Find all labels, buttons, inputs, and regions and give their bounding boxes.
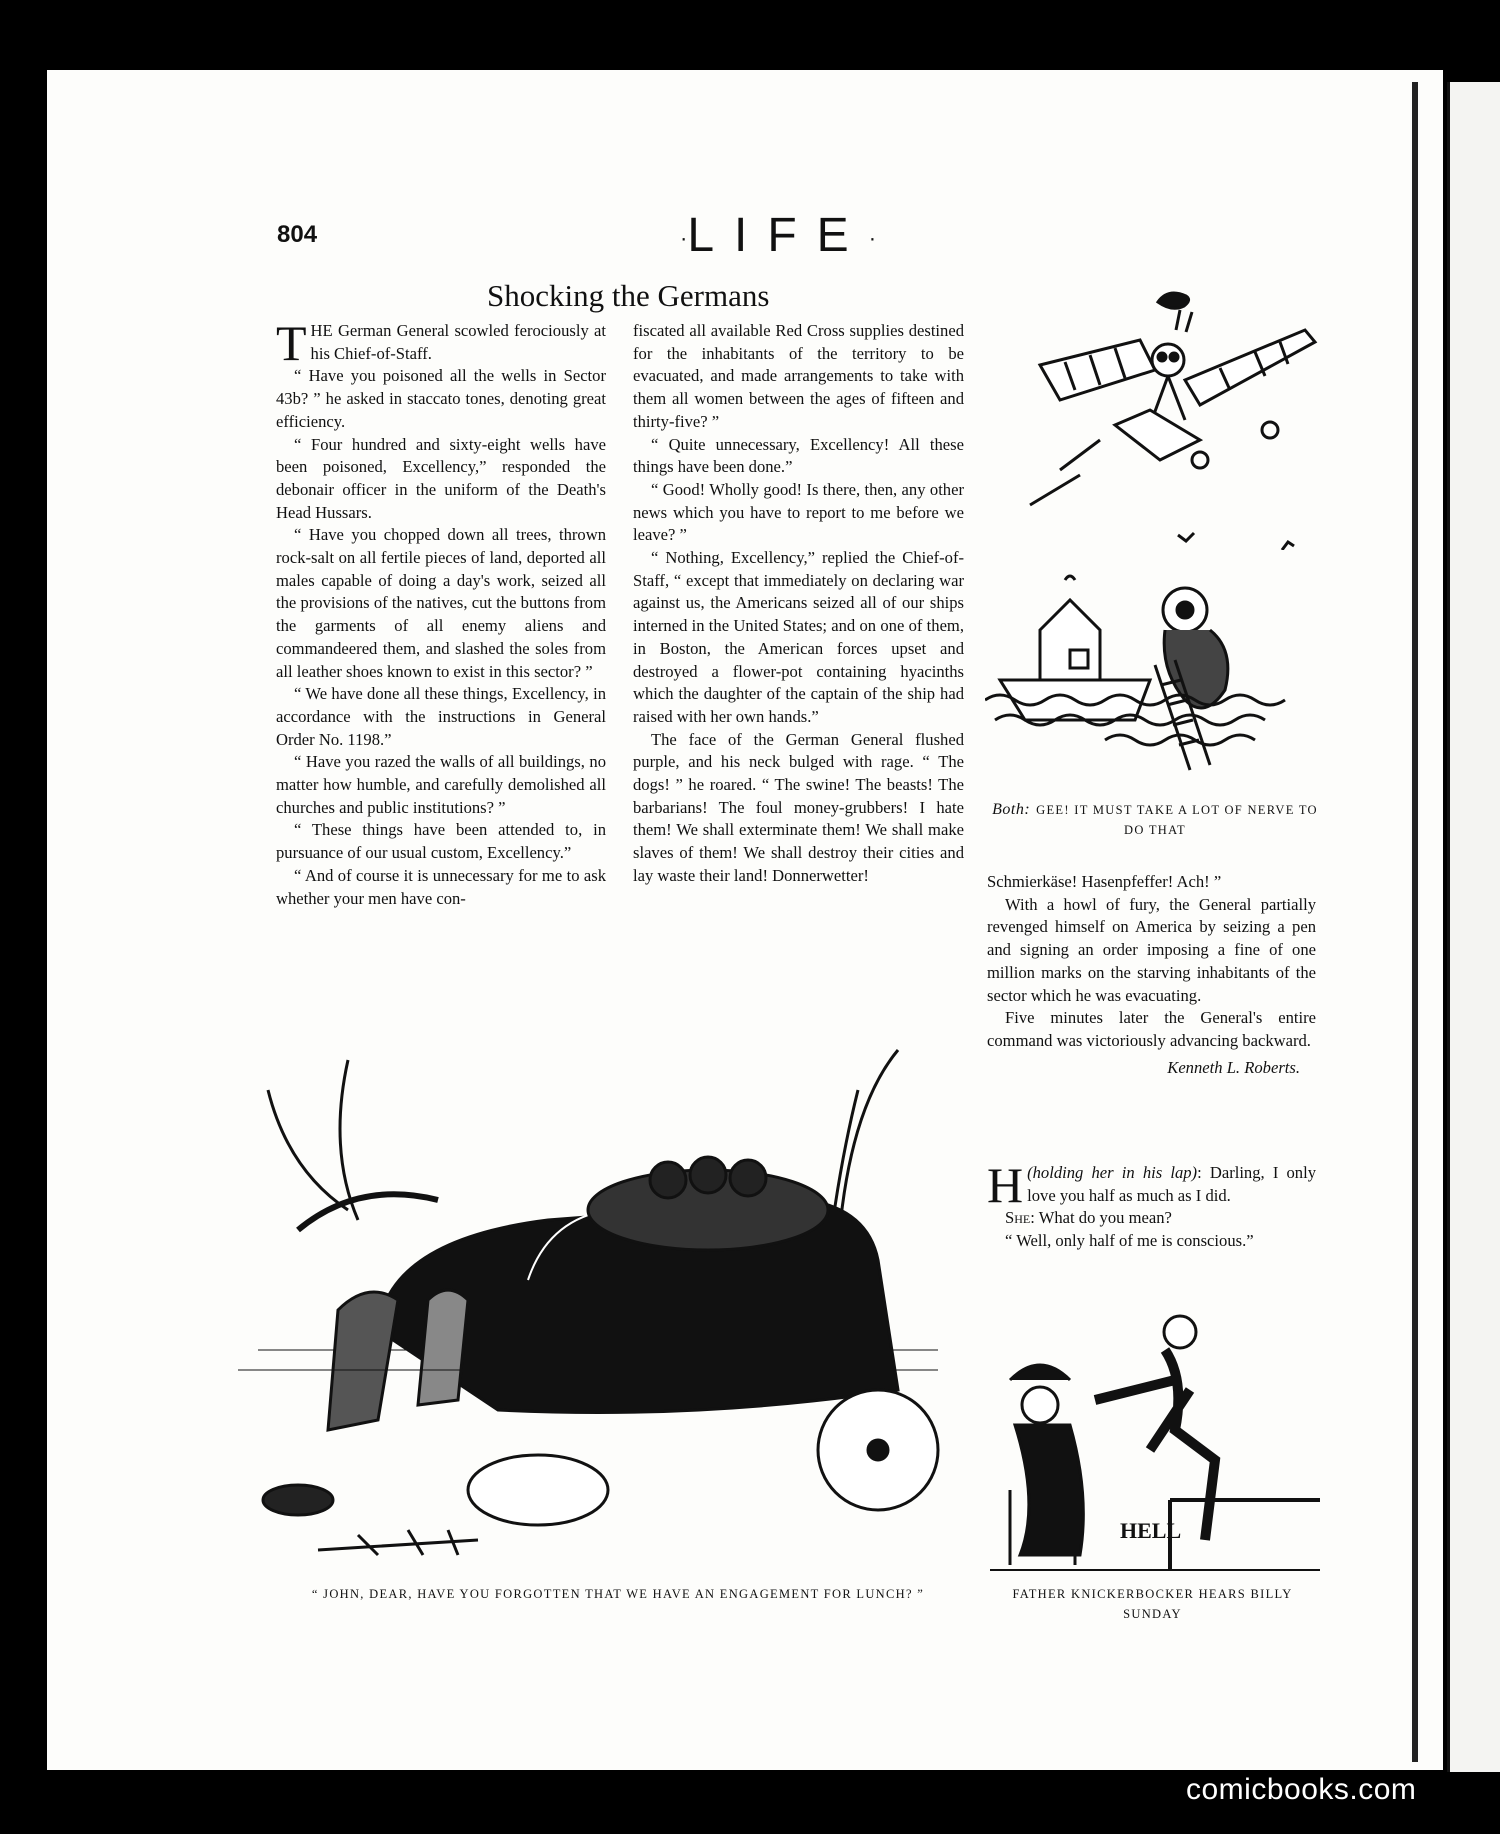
masthead-dot-right: ·: [868, 225, 877, 251]
masthead-dot-left: ·: [680, 225, 688, 251]
paragraph: “ Quite unnecessary, Excellency! All these things have been done.”: [633, 434, 964, 477]
paragraph: Five minutes later the General's entire command was victoriously advancing backward.: [987, 1008, 1316, 1050]
joke-line: H (holding her in his lap): Darling, I only love you half as much as I did.: [987, 1157, 1317, 1213]
paragraph: THE German General scowled ferociously at his Chief-of-Staff.: [276, 315, 606, 371]
caption-motorcar: “ JOHN, DEAR, HAVE YOU FORGOTTEN THAT WE HAVE AN ENGAGEMENT FOR LUNCH? ”: [311, 1587, 925, 1601]
article-title: Shocking the Germans: [487, 278, 770, 313]
paragraph: “ Have you razed the walls of all buildings, no matter how humble, and carefully demolished all churches and public institutions? ”: [276, 752, 606, 817]
joke-line: “ Well, only half of me is conscious.”: [1005, 1231, 1254, 1251]
paragraph: The face of the German General flushed purple, and his neck bulged with rage. “ The dogs! ” he roared. “ The swine! The beasts! The barbarians! The foul money-grubbers! I hate them! We shall exterminate them! We shall make slaves of them! We shall destroy their cities and lay waste their land! Donnerwetter!: [633, 729, 964, 885]
paragraph: “ We have done all these things, Excellency, in accordance with the instructions in General Order No. 1198.”: [276, 684, 606, 749]
airplane-cartoon: [1020, 290, 1320, 550]
paragraph: With a howl of fury, the General partially revenged himself on America by seizing a pen and signing an order imposing a fine of one million marks on the starving inhabitants of the sector which he was evacuating.: [987, 894, 1316, 1005]
drop-cap: H: [987, 1157, 1024, 1213]
joke-column: [987, 1157, 1317, 1253]
page-number: 804: [277, 221, 318, 248]
article-column-1: [276, 315, 606, 910]
caption-both: Both: GEE! IT MUST TAKE A LOT OF NERVE TO DO THAT: [992, 801, 1318, 837]
paragraph: “ Nothing, Excellency,” replied the Chief-of-Staff, “ except that immediately on declaring war against us, the Americans seized all of our ships interned in the United States; and on one of them, in Boston, the American forces upset and destroyed a flower-pot containing hyacinths which the daughter of the captain of the ship had raised with her own hands.”: [633, 548, 964, 726]
paragraph: fiscated all available Red Cross supplies destined for the inhabitants of the territory to be evacuated, and made arrangements to take with them all women between the ages of fifteen and thirty-five? ”: [633, 321, 964, 431]
paragraph: “ Have you chopped down all trees, thrown rock-salt on all fertile pieces of land, deported all males capable of doing a day's work, seized all the provisions of the natives, cut the buttons from the garments of all enemy aliens and commandeered them, and slashed the soles from all leather shoes known to exist in this sector? ”: [276, 525, 606, 681]
knickerbocker-cartoon: [990, 1310, 1320, 1580]
article-column-3: [987, 871, 1316, 1079]
caption-knickerbocker: FATHER KNICKERBOCKER HEARS BILLY SUNDAY: [1012, 1587, 1293, 1621]
drop-cap: T: [276, 315, 307, 371]
hell-sign: HELL: [1120, 1518, 1182, 1543]
joke-line: She: What do you mean?: [1005, 1208, 1172, 1228]
paragraph: “ Have you poisoned all the wells in Sector 43b? ” he asked in staccato tones, denoting great efficiency.: [276, 366, 606, 431]
article-column-2: [633, 320, 964, 888]
masthead: [680, 208, 876, 263]
adjacent-page-edge: [1447, 82, 1500, 1772]
diver-boat-cartoon: [985, 570, 1320, 785]
motorcar-cartoon: [238, 1030, 958, 1570]
page-gutter: [1412, 82, 1418, 1762]
site-watermark: comicbooks.com: [1186, 1773, 1417, 1806]
paragraph: “ And of course it is unnecessary for me to ask whether your men have con-: [276, 865, 606, 908]
paragraph: “ Four hundred and sixty-eight wells have been poisoned, Excellency,” responded the debonair officer in the uniform of the Death's Head Hussars.: [276, 434, 606, 522]
author-signature: Kenneth L. Roberts.: [1167, 1057, 1300, 1077]
masthead-title: LIFE: [687, 209, 869, 262]
paragraph: “ Good! Wholly good! Is there, then, any other news which you have to report to me before we leave? ”: [633, 479, 964, 545]
paragraph: Schmierkäse! Hasenpfeffer! Ach! ”: [987, 872, 1222, 891]
paragraph: “ These things have been attended to, in pursuance of our usual custom, Excellency.”: [276, 820, 606, 863]
